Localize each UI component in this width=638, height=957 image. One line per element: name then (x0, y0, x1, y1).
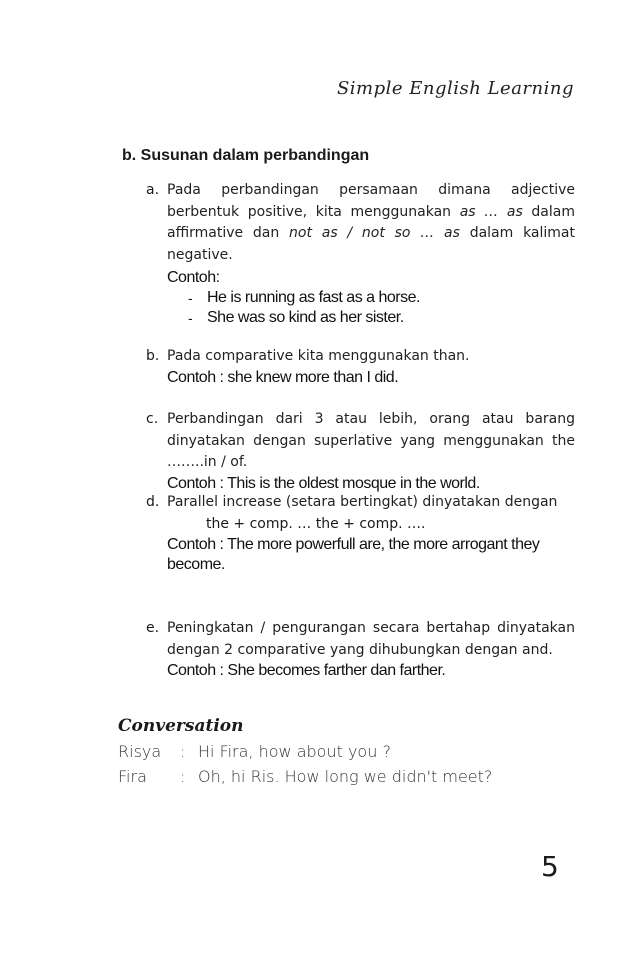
example-text: Contoh : This is the oldest mosque in the world. (167, 474, 480, 492)
text-part: Pada perbandingan persamaan dimana adjective berbentuk positive, kita menggunakan (167, 182, 575, 220)
list-item-c (146, 409, 575, 494)
example-text: Contoh : The more powerfull are, the more arrogant they become. (167, 536, 540, 573)
dash-bullet: - (188, 290, 193, 306)
section-title: b. Susunan dalam perbandingan (122, 147, 370, 164)
item-text (167, 180, 575, 266)
text-part: dalam affirmative dan (167, 203, 575, 241)
list-item-b (146, 346, 575, 388)
item-marker: c. (146, 411, 159, 427)
formula-text: the + comp. … the + comp. …. (206, 515, 426, 532)
dialogue-text: Oh, hi Ris. How long we didn't meet? (198, 767, 493, 786)
item-marker: d. (146, 494, 160, 510)
conversation-title: Conversation (118, 716, 244, 736)
example-line (188, 308, 575, 328)
conversation-line (118, 742, 391, 761)
text-part: dalam kalimat negative. (167, 225, 575, 263)
item-marker: b. (146, 348, 160, 364)
emphasis-text: as … as (459, 203, 523, 220)
item-marker: e. (146, 620, 160, 636)
example-text: Contoh : she knew more than I did. (167, 368, 399, 386)
running-header: Simple English Learning (336, 78, 574, 99)
item-text: Perbandingan dari 3 atau lebih, orang atau barang dinyatakan dengan superlative yang menggunakan the ……..in / of. (167, 411, 575, 470)
separator: : (180, 767, 186, 786)
example-line (188, 288, 575, 308)
dash-bullet: - (188, 310, 193, 326)
example-text: Contoh : She becomes farther dan farther. (167, 662, 446, 679)
speaker-name: Risya (118, 742, 162, 761)
example-label: Contoh: (167, 269, 220, 286)
list-item-e (146, 618, 575, 681)
item-text: Pada comparative kita menggunakan than. (167, 348, 470, 364)
page-number: 5 (541, 850, 559, 883)
separator: : (180, 742, 186, 761)
speaker-name: Fira (118, 767, 147, 786)
example-text: He is running as fast as a horse. (207, 289, 420, 306)
conversation-line (118, 767, 492, 786)
list-item-d (146, 492, 575, 575)
item-marker: a. (146, 182, 160, 198)
item-text: Parallel increase (setara bertingkat) dinyatakan dengan (167, 494, 558, 510)
list-item-a (146, 180, 575, 328)
example-text: She was so kind as her sister. (207, 309, 404, 326)
item-text: Peningkatan / pengurangan secara bertahap dinyatakan dengan 2 comparative yang dihubungkan dengan and. (167, 620, 575, 658)
emphasis-text: not as / not so … as (289, 225, 460, 241)
dialogue-text: Hi Fira, how about you ? (198, 742, 391, 761)
